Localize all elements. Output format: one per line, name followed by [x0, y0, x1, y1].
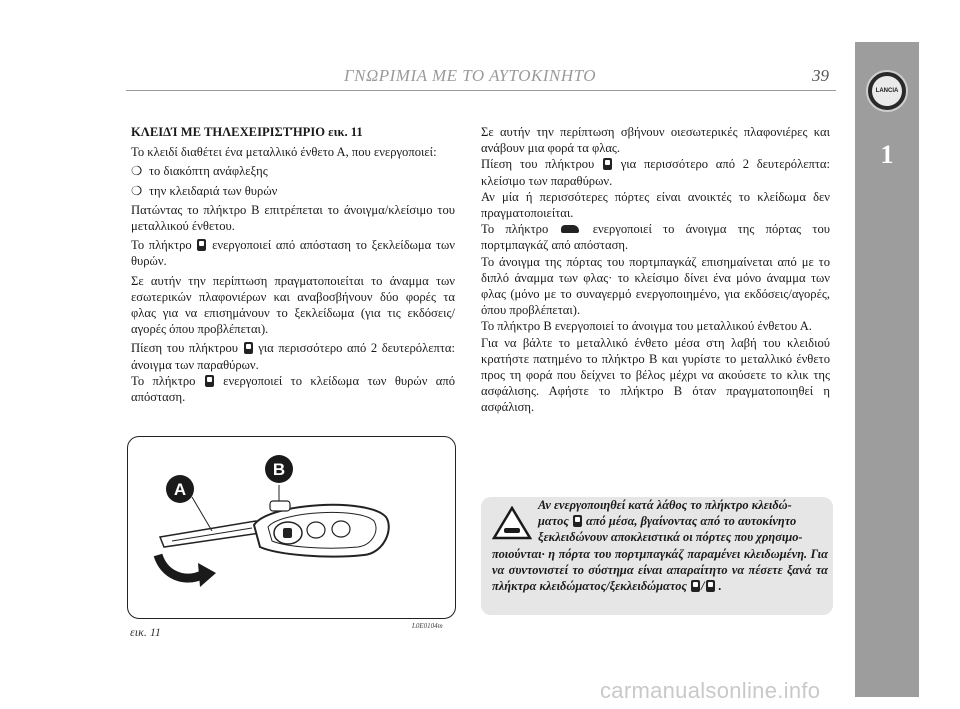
- label-b: B: [272, 460, 286, 479]
- label-a: A: [173, 480, 187, 499]
- trunk-button-shape: [332, 521, 350, 537]
- logo-text: LANCIA: [872, 76, 902, 106]
- paragraph: [481, 156, 830, 188]
- unlock-key-icon: [706, 580, 715, 592]
- paragraph-text: Το πλήκτρο: [131, 238, 192, 253]
- paragraph: Το άνοιγμα της πόρτας του πορτμπαγκάζ επισημαίνεται από με το διπλό άναμμα των φλας· το κλείσιμο δίνει ένα μόνο άναμμα των φλας (μόνο με το συναγερμό ενεργοποιημένο, για εκδόσεις/αγορές, όπου προβλέπεται).: [481, 254, 830, 318]
- paragraph: Σε αυτήν την περίπτωση πραγματοποιείται το άναμμα των εσωτερικών πλαφονιέρων και αναβοσβήνουν δύο φορές τα φλας για να επισημάνουν το ξεκλείδωμα (για τις εκδόσεις/αγορές όπου προβλέπεται).: [131, 273, 455, 337]
- lock-key-icon: [603, 158, 612, 170]
- paragraph-text: Πίεση του πλήκτρου: [131, 341, 239, 356]
- paragraph-text: για περισσότερο από 2 δευτερόλεπτα: άνοιγμα των παραθύρων.: [131, 341, 456, 372]
- warning-text-part: από μέσα, βγαίνοντας από το αυτοκίνητο: [586, 514, 797, 529]
- watermark: carmanualsonline.info: [600, 678, 821, 703]
- chapter-number: 1: [880, 140, 894, 169]
- paragraph: Πατώντας το πλήκτρο Β επιτρέπεται το άνοιγμα/κλείσιμο του μεταλλικού ένθετου.: [131, 202, 455, 234]
- warning-text: [492, 497, 828, 607]
- rotation-arrowhead: [198, 563, 216, 587]
- unlock-key-icon: [244, 342, 253, 354]
- left-column: [131, 124, 455, 408]
- paragraph: Σε αυτήν την περίπτωση σβήνουν οιεσωτερικές πλαφονιέρες και ανάβουν μια φορά τα φλας.: [481, 125, 830, 156]
- lock-symbol: [283, 528, 292, 538]
- paragraph: Το πλήκτρο Β ενεργοποιεί το άνοιγμα του μεταλλικού ένθετου Α.: [481, 319, 812, 334]
- paragraph-text: Το πλήκτρο: [131, 373, 196, 388]
- warning-separator: /: [701, 579, 705, 594]
- page-number: 39: [812, 66, 829, 85]
- bullet-item: [131, 163, 455, 179]
- warning-line: [538, 513, 828, 529]
- lock-key-icon: [573, 515, 582, 527]
- warning-line: [492, 547, 828, 593]
- paragraph: [131, 340, 455, 372]
- paragraph: [131, 237, 455, 269]
- paragraph-text: Το πλήκτρο: [481, 222, 549, 237]
- leader-line-a: [192, 497, 212, 531]
- bullet-text: την κλειδαριά των θυρών: [149, 183, 278, 198]
- metal-blade-shape: [160, 521, 260, 547]
- warning-text-part: .: [718, 579, 722, 594]
- paragraph: [481, 221, 830, 253]
- car-trunk-icon: [561, 225, 579, 233]
- running-header-title: ΓΝΩΡΙΜΙΑ ΜΕ ΤΟ ΑΥΤΟΚΙΝΗΤΟ: [343, 66, 597, 85]
- intro-paragraph: Το κλειδί διαθέτει ένα μεταλλικό ένθετο Α, που ενεργοποιεί:: [131, 145, 437, 160]
- b-button-shape: [270, 501, 290, 511]
- warning-line: ξεκλειδώνουν αποκλειστικά οι πόρτες που χρησιμο-: [538, 530, 803, 545]
- paragraph: Αν μία ή περισσότερες πόρτες είναι ανοικτές το κλείδωμα δεν πραγματοποιείται.: [481, 189, 830, 221]
- figure-caption: εικ. 11: [130, 625, 161, 639]
- unlock-key-icon: [197, 239, 206, 251]
- bullet-item: [131, 183, 455, 199]
- bullet-circle-icon: ❍: [131, 183, 143, 198]
- paragraph-text: Πίεση του πλήκτρου: [481, 157, 595, 172]
- warning-text-part: ποιούνται· η πόρτα του πορτμπαγκάζ παραμένει κλειδωμένη. Για να συντονιστεί το σύστημα είναι απαραίτητο να πέσετε ξανά τα πλήκτρα κλειδώματος/ξεκλειδώματος: [492, 546, 828, 594]
- lancia-logo: [866, 70, 908, 112]
- key-illustration: [128, 437, 454, 617]
- paragraph-text: ενεργοποιεί το κλείδωμα των θυρών από απόσταση.: [131, 373, 456, 405]
- lock-key-icon: [205, 375, 214, 387]
- bullet-text: το διακόπτη ανάφλεξης: [149, 164, 268, 179]
- bullet-circle-icon: ❍: [131, 164, 143, 179]
- key-figure: [127, 436, 456, 619]
- warning-line: Αν ενεργοποιηθεί κατά λάθος το πλήκτρο κλειδώ-: [538, 498, 792, 512]
- paragraph-text: ενεργοποιεί από απόσταση το ξεκλείδωμα των θυρών.: [131, 238, 455, 269]
- figure-code: L0E0104m: [412, 622, 443, 630]
- paragraph-text: για περισσότερο από 2 δευτερόλεπτα: κλείσιμο των παραθύρων.: [481, 157, 831, 188]
- warning-text-part: ματος: [538, 514, 569, 529]
- lock-button-shape: [307, 522, 325, 538]
- header-rule: [126, 90, 836, 91]
- paragraph-text: ενεργοποιεί το άνοιγμα της πόρτας του πορτμπαγκάζ από απόσταση.: [481, 222, 830, 253]
- lock-key-icon: [691, 580, 700, 592]
- section-title: ΚΛΕΙΔΊ ΜΕ ΤΗΛΕΧΕΙΡΙΣΤΉΡΙΟ εικ. 11: [131, 125, 363, 139]
- rotation-arrow-icon: [158, 555, 202, 578]
- right-column: [481, 124, 830, 419]
- paragraph: [131, 373, 455, 405]
- paragraph: Για να βάλτε το μεταλλικό ένθετο μέσα στη λαβή του κλειδιού κρατήστε πατημένο το πλήκτρο Β και γυρίστε το μεταλλικό ένθετο προς τη φορά που δείχνει το βέλος μέχρι να ακούσετε το κλικ της ασφάλισης. Αφήστε το πλήκτρο Β όταν πραγματοποιηθεί η ασφάλιση.: [481, 335, 830, 415]
